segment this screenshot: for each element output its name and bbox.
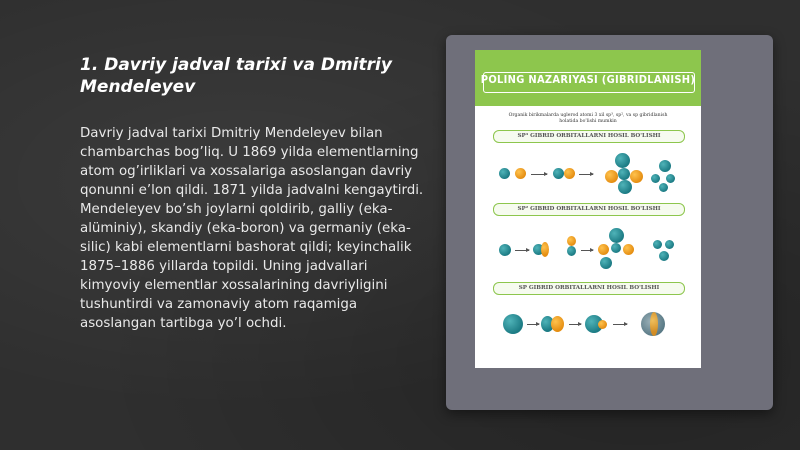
s-orbital-icon (499, 168, 510, 179)
tetrahedral-orbital-icon (666, 174, 675, 183)
linear-orbital-icon (650, 312, 658, 336)
p-orbital-icon (567, 246, 576, 256)
p-orbital-icon (515, 168, 526, 179)
arrow-right-icon (613, 324, 627, 325)
poster-section-heading-sp2: SP² GIBRID ORBITALLARNI HOSIL BO'LISHI (493, 203, 685, 216)
tetrahedral-orbital-icon (659, 160, 671, 172)
hybrid-orbital-lobe-icon (623, 244, 634, 255)
arrow-right-icon (579, 174, 593, 175)
tetrahedral-orbital-icon (651, 174, 660, 183)
arrow-right-icon (581, 250, 593, 251)
poster-section-heading-sp3: SP³ GIBRID ORBITALLARNI HOSIL BO'LISHI (493, 130, 685, 143)
hybrid-orbital-lobe-icon (618, 168, 630, 180)
arrow-right-icon (569, 324, 581, 325)
hybrid-orbital-lobe-icon (618, 180, 632, 194)
tetrahedral-orbital-icon (659, 183, 668, 192)
slide-body-text: Davriy jadval tarixi Dmitriy Mendeleyev bilan chambarchas bog’liq. U 1869 yilda elementlarning atom og’irliklari va xossalariga asoslangan davriy qonunni e’lon qildi. 1871 yilda jadvalni kengaytirdi. Mendeleyev bo’sh joylarni qoldirib, galliy (eka-alüminiy), skandiy (eka-boron) va germaniy (eka-silic) kabi elementlarni bashorat qildi; keyinchalik 1875–1886 yillarda topildi. Uning jadvallari kimyoviy elementlar xossalarining davriyligini tushuntirdi va zamonaviy atom raqamiga asoslangan tartibga yo’l ochdi. (80, 126, 424, 331)
hybrid-orbital-lobe-icon (611, 243, 621, 253)
hybridization-poster-image (475, 50, 701, 368)
trigonal-orbital-icon (665, 240, 674, 249)
hybrid-orbital-lobe-icon (598, 244, 609, 255)
p-orbital-icon (541, 242, 549, 257)
trigonal-orbital-icon (659, 251, 669, 261)
p-orbital-icon (564, 168, 575, 179)
hybrid-orbital-lobe-icon (600, 257, 612, 269)
arrow-right-icon (515, 250, 529, 251)
poster-section-heading-sp: SP GIBRID ORBITALLARNI HOSIL BO'LISHI (493, 282, 685, 295)
s-orbital-icon (553, 168, 564, 179)
hybrid-orbital-lobe-icon (598, 320, 607, 329)
poster-banner (475, 50, 701, 106)
arrow-right-icon (531, 174, 547, 175)
hybrid-orbital-lobe-icon (605, 170, 618, 183)
slide-title: 1. Davriy jadval tarixi va Dmitriy Mendeleyev (80, 55, 392, 97)
trigonal-orbital-icon (653, 240, 662, 249)
poster-banner-title: POLING NAZARIYASI (GIBRIDLANISH) (480, 73, 696, 86)
poster-intro-text: Organik birikmalarda uglerod atomi 3 xil sp³, sp², va sp gibridlanish holatida bo'lishi mumkin (508, 113, 668, 124)
hybrid-orbital-lobe-icon (551, 316, 564, 332)
arrow-right-icon (527, 324, 539, 325)
s-orbital-icon (499, 244, 511, 256)
p-orbital-icon (567, 236, 576, 246)
hybrid-orbital-lobe-icon (615, 153, 630, 168)
s-orbital-icon (503, 314, 523, 334)
hybrid-orbital-lobe-icon (630, 170, 643, 183)
hybrid-orbital-lobe-icon (609, 228, 624, 243)
